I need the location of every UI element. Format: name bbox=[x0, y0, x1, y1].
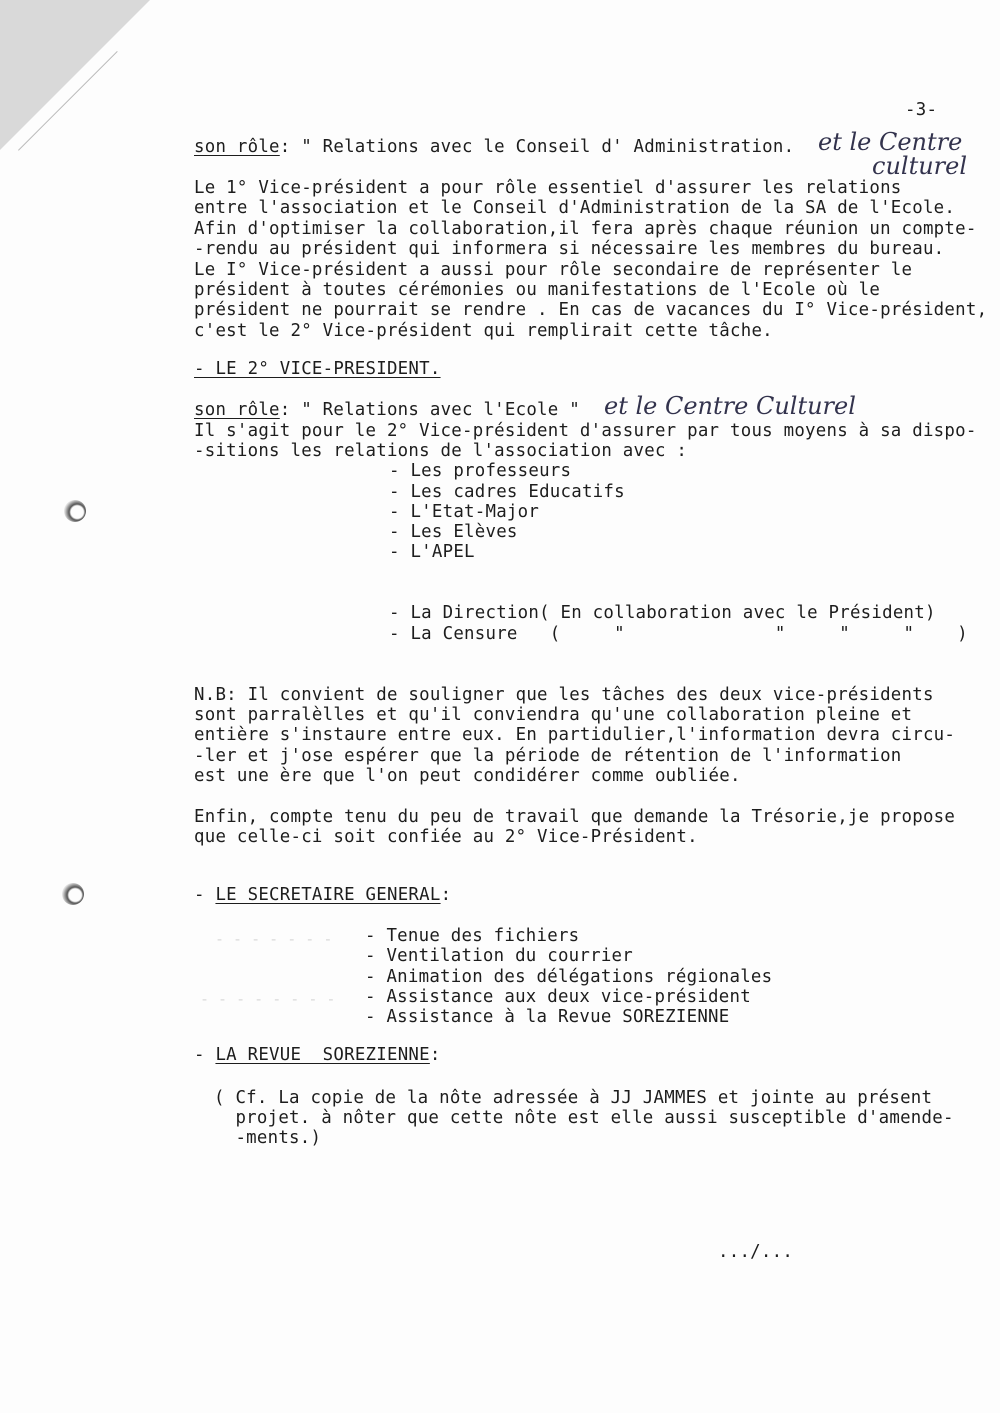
vp1-para-line: Le 1° Vice-président a pour rôle essentiel d'assurer les relations bbox=[194, 178, 902, 198]
list-item: - Les cadres Educatifs bbox=[389, 482, 625, 502]
vp2-heading: - LE 2° VICE-PRESIDENT. bbox=[194, 359, 441, 379]
vp1-para-line: Afin d'optimiser la collaboration,il fera après chaque réunion un compte- bbox=[194, 219, 977, 239]
nb-line: entière s'instaure entre eux. En partidulier,l'information devra circu- bbox=[194, 725, 956, 745]
role-label: son rôle bbox=[194, 137, 280, 157]
revue-line: -ments.) bbox=[214, 1128, 322, 1148]
punch-hole-1 bbox=[64, 500, 86, 522]
nb-line: N.B: Il convient de souligner que les tâches des deux vice-présidents bbox=[194, 685, 934, 705]
role-label: son rôle bbox=[194, 400, 280, 420]
faint-show-through: - - - - - - - - bbox=[200, 990, 336, 1008]
vp1-para-line: entre l'association et le Conseil d'Administration de la SA de l'Ecole. bbox=[194, 198, 956, 218]
revue-heading: - LA REVUE SOREZIENNE: bbox=[194, 1045, 441, 1065]
vp1-role-line bbox=[194, 137, 794, 157]
list-item: - Les Elèves bbox=[389, 522, 518, 542]
folded-corner bbox=[0, 0, 150, 150]
faint-show-through: - - - - - - - bbox=[215, 930, 333, 948]
vp2-intro-line: Il s'agit pour le 2° Vice-président d'assurer par tous moyens à sa dispo- bbox=[194, 421, 977, 441]
punch-hole-2 bbox=[62, 883, 84, 905]
vp1-para-line: c'est le 2° Vice-président qui remplirait cette tâche. bbox=[194, 321, 773, 341]
sg-heading: - LE SECRETAIRE GENERAL: bbox=[194, 885, 452, 905]
treasury-line: que celle-ci soit confiée au 2° Vice-Président. bbox=[194, 827, 698, 847]
vp2-intro-line: -sitions les relations de l'association avec : bbox=[194, 441, 688, 461]
revue-line: projet. à nôter que cette nôte est elle aussi susceptible d'amende- bbox=[214, 1108, 954, 1128]
list-item: - Assistance à la Revue SOREZIENNE bbox=[365, 1007, 730, 1027]
nb-line: -ler et j'ose espérer que la période de rétention de l'information bbox=[194, 746, 902, 766]
list-item: - L'APEL bbox=[389, 542, 475, 562]
list-item: - La Censure ( " " " " ) bbox=[389, 624, 968, 644]
vp1-para-line: -rendu au président qui informera si nécessaire les membres du bureau. bbox=[194, 239, 945, 259]
list-item: - L'Etat-Major bbox=[389, 502, 540, 522]
vp1-para-line: président à toutes cérémonies ou manifestations de l'Ecole où le bbox=[194, 280, 881, 300]
list-item: - Animation des délégations régionales bbox=[365, 967, 773, 987]
revue-line: ( Cf. La copie de la nôte adressée à JJ JAMMES et jointe au présent bbox=[214, 1088, 933, 1108]
nb-line: sont parralèlles et qu'il conviendra qu'une collaboration pleine et bbox=[194, 705, 913, 725]
handwritten-addition-1b: culturel bbox=[872, 152, 968, 180]
page-number: -3- bbox=[905, 100, 938, 120]
role-title: : " Relations avec l'Ecole " bbox=[279, 400, 580, 420]
list-item: - Assistance aux deux vice-président bbox=[365, 987, 751, 1007]
list-item: - Les professeurs bbox=[389, 461, 572, 481]
nb-line: est une ère que l'on peut condidérer comme oubliée. bbox=[194, 766, 741, 786]
vp1-para-line: Le I° Vice-président a aussi pour rôle secondaire de représenter le bbox=[194, 260, 913, 280]
handwritten-addition-1a: et le Centre bbox=[818, 128, 963, 156]
vp1-para-line: président ne pourrait se rendre . En cas de vacances du I° Vice-président, bbox=[194, 300, 988, 320]
list-item: - Tenue des fichiers bbox=[365, 926, 580, 946]
role-title: : " Relations avec le Conseil d' Administration. bbox=[279, 137, 795, 157]
continuation-marker: .../... bbox=[718, 1242, 794, 1262]
list-item: - La Direction( En collaboration avec le Président) bbox=[389, 603, 936, 623]
list-item: - Ventilation du courrier bbox=[365, 946, 634, 966]
vp2-role-line bbox=[194, 400, 580, 420]
treasury-line: Enfin, compte tenu du peu de travail que demande la Trésorie,je propose bbox=[194, 807, 956, 827]
handwritten-addition-2: et le Centre Culturel bbox=[604, 392, 856, 420]
